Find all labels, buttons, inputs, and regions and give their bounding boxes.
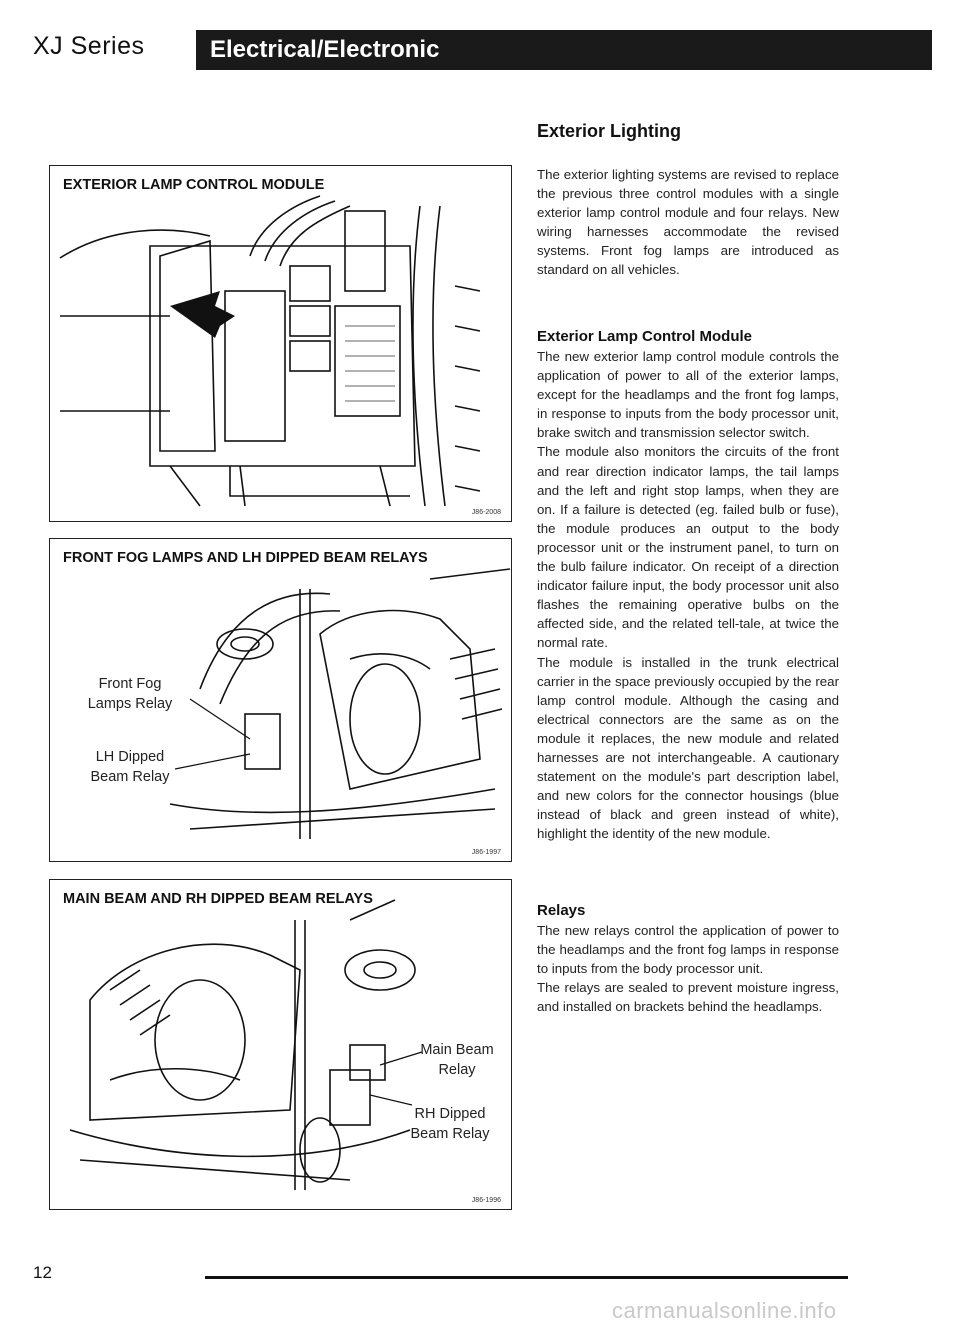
figure-code: J86-1997 (471, 849, 501, 856)
figure-fog-lh-dipped-relays (49, 538, 512, 862)
relays-paragraph-1: The new relays control the application of power to the headlamps and the front fog lamps in response to inputs from the body processor unit. (537, 923, 839, 977)
module-heading: Exterior Lamp Control Module (537, 328, 753, 345)
module-section (537, 327, 839, 843)
callout-lh-dipped-relay: LH Dipped Beam Relay (90, 749, 170, 785)
figure-code: J86-1996 (471, 1197, 501, 1204)
page-title: Exterior Lighting (537, 121, 681, 141)
section-title-bar: Electrical/Electronic (196, 30, 932, 70)
intro-block (537, 165, 839, 280)
module-paragraph-2: The module also monitors the circuits of the front and rear direction indicator lamps, the tail lamps and the left and right stop lamps, when they are on. If a failure is detected (eg. failed bulb or fuse), the module produces an output to the body processor unit or the instrument panel, to turn on the bulb failure indicator. On receipt of a direction indicator failure input, the body processor unit also flashes the remaining operative bulbs on the affected side, and the related tell-tale, at twice the normal rate. (537, 444, 839, 651)
exterior-lamp-module-illustration (50, 166, 512, 522)
callout-main-beam-relay: Main Beam Relay (420, 1042, 494, 1078)
figure-exterior-lamp-module (49, 165, 512, 522)
footer-rule (205, 1276, 848, 1279)
callout-front-fog-relay: Front Fog Lamps Relay (87, 676, 173, 712)
series-title: XJ Series (33, 32, 145, 60)
callout-rh-dipped-relay: RH Dipped Beam Relay (410, 1106, 490, 1142)
figure-title: MAIN BEAM AND RH DIPPED BEAM RELAYS (63, 891, 373, 907)
relays-heading: Relays (537, 902, 586, 919)
figure-main-rh-dipped-relays (49, 879, 512, 1210)
module-paragraph-3: The module is installed in the trunk electrical carrier in the space previously occupied by the rear lamp control module. Although the casing and electrical connectors are the same as on the module it replaces, the new module and related harnesses are not interchangeable. A cautionary statement on the module's part description label, and new colors for the connector housings (blue instead of black and green instead of white), highlight the identity of the new module. (537, 654, 839, 842)
figure-title: EXTERIOR LAMP CONTROL MODULE (63, 177, 325, 193)
module-paragraph-1: The new exterior lamp control module controls the application of power to all of the exterior lamps, except for the headlamps and the front fog lamps, in response to inputs from the body processor unit, brake switch and transmission selector switch. (537, 349, 839, 441)
relays-section (537, 901, 839, 1016)
intro-paragraph: The exterior lighting systems are revised to replace the previous three control modules with a single exterior lamp control module and four relays. New wiring harnesses accommodate the revised systems. Front fog lamps are introduced as standard on all vehicles. (537, 167, 839, 278)
figure-title: FRONT FOG LAMPS AND LH DIPPED BEAM RELAYS (63, 550, 428, 566)
page-number: 12 (33, 1263, 52, 1282)
relays-paragraph-2: The relays are sealed to prevent moisture ingress, and installed on brackets behind the headlamps. (537, 980, 839, 1015)
watermark: carmanualsonline.info (612, 1298, 837, 1323)
figure-code: J86-2008 (471, 509, 501, 516)
